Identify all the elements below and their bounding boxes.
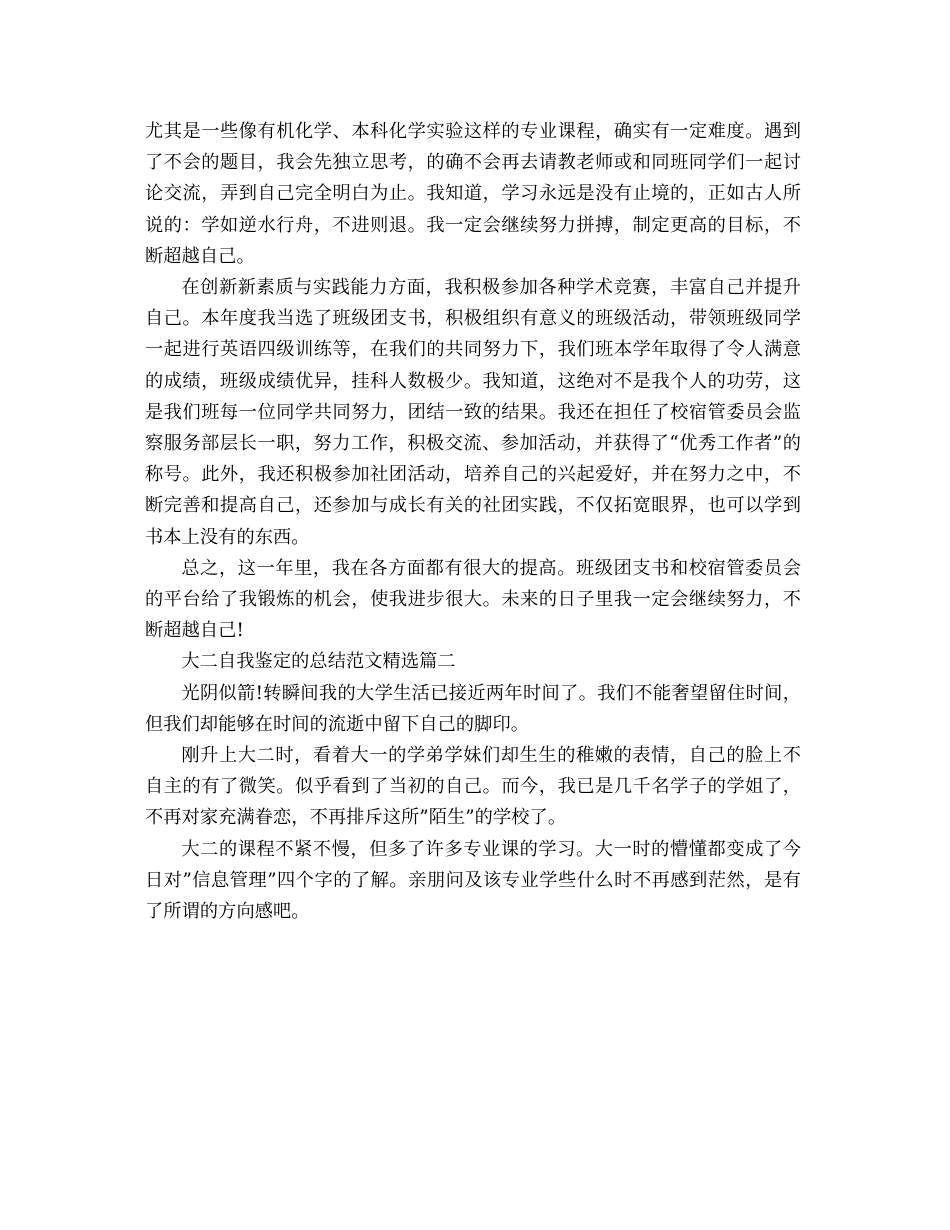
paragraph-innovation: 在创新新素质与实践能力方面，我积极参加各种学术竞赛，丰富自己并提升自己。本年度我当选了班级团支书，积极组织有意义的班级活动，带领班级同学一起进行英语四级训练等，在我们的共同努力下，我们班本学年取得了令人满意的成绩，班级成绩优异，挂科人数极少。我知道，这绝对不是我个人的功劳，这是我们班每一位同学共同努力，团结一致的结果。我还在担任了校宿管委员会监察服务部层长一职，努力工作，积极交流、参加活动，并获得了“优秀工作者”的称号。此外，我还积极参加社团活动，培养自己的兴起爱好，并在努力之中，不断完善和提高自己，还参加与成长有关的社团实践，不仅拓宽眼界，也可以学到书本上没有的东西。 [145, 277, 801, 548]
paragraph-continuation: 尤其是一些像有机化学、本科化学实验这样的专业课程，确实有一定难度。遇到了不会的题目，我会先独立思考，的确不会再去请教老师或和同班同学们一起讨论交流，弄到自己完全明白为止。我知道，学习永远是没有止境的，正如古人所说的：学如逆水行舟，不进则退。我一定会继续努力拼搏，制定更高的目标，不断超越自己。 [145, 121, 801, 267]
paragraph-time: 光阴似箭!转瞬间我的大学生活已接近两年时间了。我们不能奢望留住时间，但我们却能够在时间的流逝中留下自己的脚印。 [145, 682, 801, 735]
section-heading: 大二自我鉴定的总结范文精选篇二 [181, 651, 456, 673]
paragraph-sophomore: 刚升上大二时，看着大一的学弟学妹们却生生的稚嫩的表情，自己的脸上不自主的有了微笑。似乎看到了当初的自己。而今，我已是几千名学子的学姐了，不再对家充满眷恋，不再排斥这所”陌生”的学校了。 [145, 745, 801, 829]
paragraph-summary: 总之，这一年里，我在各方面都有很大的提高。班级团支书和校宿管委员会的平台给了我锻炼的机会，使我进步很大。未来的日子里我一定会继续努力，不断超越自己! [145, 557, 801, 642]
document-body [145, 116, 801, 927]
paragraph-courses: 大二的课程不紧不慢，但多了许多专业课的学习。大一时的懵懂都变成了今日对”信息管理”四个字的了解。亲朋问及该专业学些什么时不再感到茫然，是有了所谓的方向感吧。 [145, 838, 801, 923]
